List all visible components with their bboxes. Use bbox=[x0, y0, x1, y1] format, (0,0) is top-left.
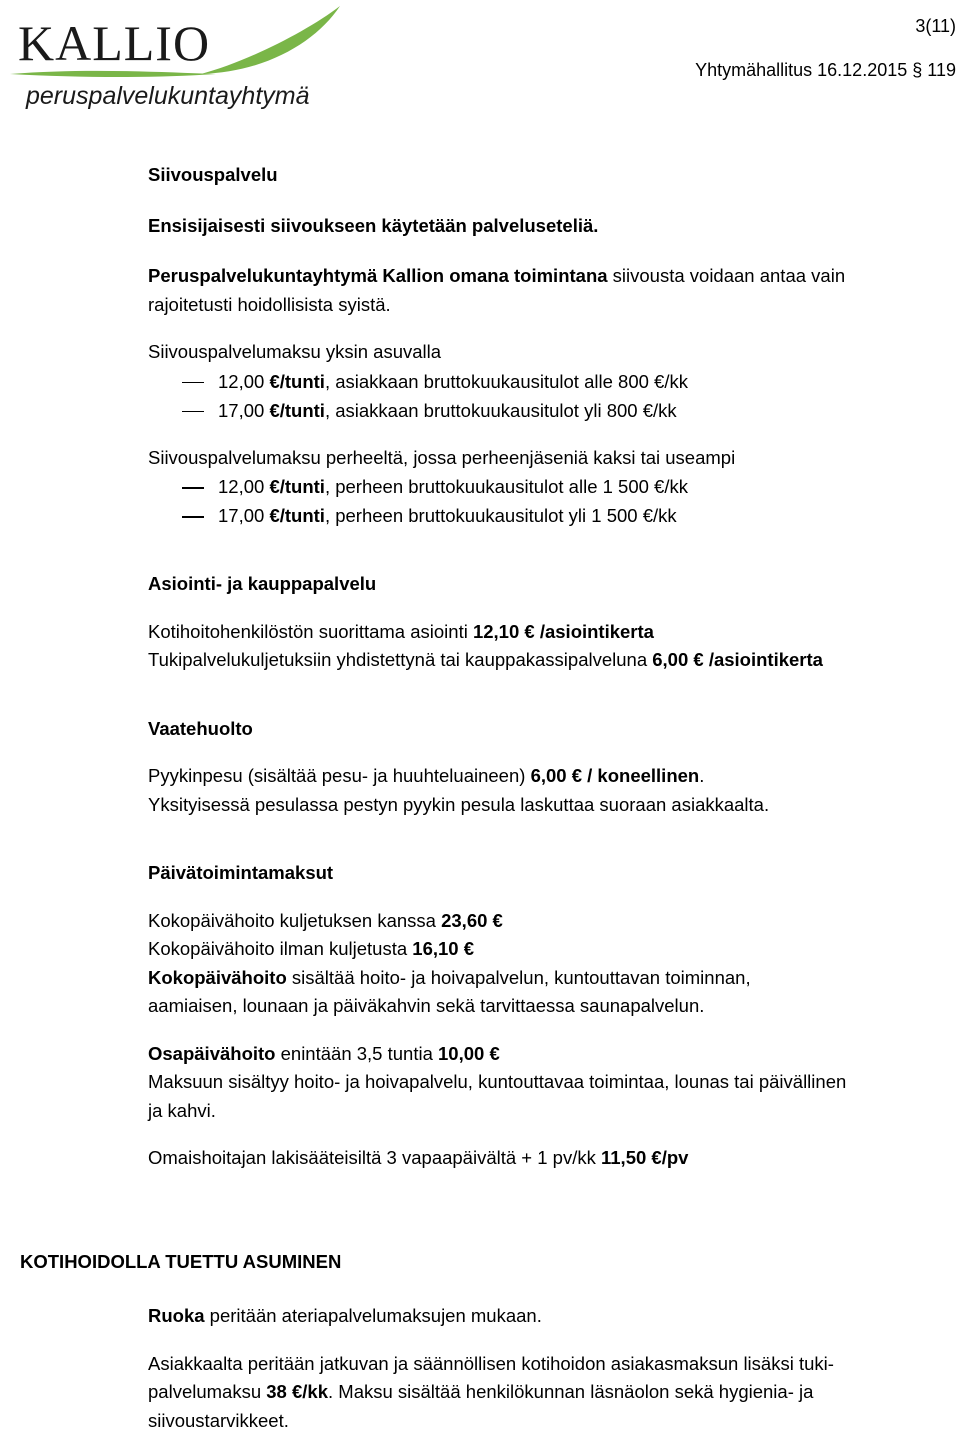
fee-price: 17,00 bbox=[218, 505, 269, 526]
asiointi-line2-price: 6,00 € /asiointikerta bbox=[652, 649, 823, 670]
support-fee-line1: Asiakkaalta peritään jatkuvan ja säännöllisen kotihoidon asiakasmaksun lisäksi tuki- bbox=[148, 1350, 958, 1379]
omaishoitaja-text: Omaishoitajan lakisääteisiltä 3 vapaapäivältä + 1 pv/kk bbox=[148, 1147, 601, 1168]
paiva-full-without bbox=[148, 935, 958, 964]
paiva-part-desc-line2: ja kahvi. bbox=[148, 1097, 958, 1126]
fee-unit: €/tunti bbox=[269, 505, 325, 526]
section-title-siivous: Siivouspalvelu bbox=[148, 161, 958, 190]
section-symbol: § bbox=[912, 60, 922, 80]
paiva-full-desc-bold: Kokopäivähoito bbox=[148, 967, 287, 988]
asuminen-content bbox=[148, 1302, 958, 1435]
support-fee-line3: siivoustarvikkeet. bbox=[148, 1407, 958, 1435]
food-bold: Ruoka bbox=[148, 1305, 205, 1326]
section-title-paiva: Päivätoimintamaksut bbox=[148, 859, 958, 888]
paiva-full-without-text: Kokopäivähoito ilman kuljetusta bbox=[148, 938, 412, 959]
omaishoitaja-line bbox=[148, 1144, 958, 1173]
page-number: 3(11) bbox=[915, 16, 956, 37]
fee-price: 12,00 bbox=[218, 371, 269, 392]
support-fee-text: palvelumaksu bbox=[148, 1381, 266, 1402]
paiva-full-desc-line2: aamiaisen, lounaan ja päiväkahvin sekä tarvittaessa saunapalvelun. bbox=[148, 992, 958, 1021]
fee-text: , asiakkaan bruttokuukausitulot yli 800 €/kk bbox=[325, 400, 677, 421]
single-fee-title: Siivouspalvelumaksu yksin asuvalla bbox=[148, 338, 958, 367]
food-line bbox=[148, 1302, 958, 1331]
paiva-part-text: enintään 3,5 tuntia bbox=[275, 1043, 438, 1064]
own-service-paragraph bbox=[148, 262, 958, 291]
section-title-asiointi: Asiointi- ja kauppapalvelu bbox=[148, 570, 958, 599]
paiva-full-with-price: 23,60 € bbox=[441, 910, 503, 931]
meeting-name: Yhtymähallitus 16.12.2015 bbox=[695, 60, 907, 80]
vaate-line2: Yksityisessä pesulassa pestyn pyykin pesula laskuttaa suoraan asiakkaalta. bbox=[148, 791, 958, 820]
vaate-line1-end: . bbox=[699, 765, 704, 786]
kallio-logo-graphic bbox=[6, 2, 346, 112]
fee-unit: €/tunti bbox=[269, 371, 325, 392]
logo-subtitle: peruspalvelukuntayhtymä bbox=[25, 82, 310, 110]
fee-text: , asiakkaan bruttokuukausitulot alle 800 €/kk bbox=[325, 371, 688, 392]
meeting-reference bbox=[695, 60, 956, 81]
support-fee-line2 bbox=[148, 1378, 958, 1407]
logo-leaf-swoosh bbox=[201, 6, 340, 74]
fee-price: 12,00 bbox=[218, 476, 269, 497]
own-service-rest: siivousta voidaan antaa vain bbox=[608, 265, 846, 286]
fee-unit: €/tunti bbox=[269, 400, 325, 421]
own-service-bold: Peruspalvelukuntayhtymä Kallion omana toimintana bbox=[148, 265, 608, 286]
family-fee-title: Siivouspalvelumaksu perheeltä, jossa perheenjäseniä kaksi tai useampi bbox=[148, 444, 958, 473]
paiva-full-without-price: 16,10 € bbox=[412, 938, 474, 959]
paiva-full-desc-rest: sisältää hoito- ja hoivapalvelun, kuntouttavan toiminnan, bbox=[287, 967, 751, 988]
paiva-part-bold: Osapäivähoito bbox=[148, 1043, 275, 1064]
fee-price: 17,00 bbox=[218, 400, 269, 421]
section-title-vaate: Vaatehuolto bbox=[148, 715, 958, 744]
family-fee-item bbox=[148, 472, 958, 501]
logo-underline-swoosh bbox=[10, 71, 216, 77]
own-service-line2: rajoitetusti hoidollisista syistä. bbox=[148, 291, 958, 320]
main-content bbox=[148, 161, 958, 1173]
vaate-line1 bbox=[148, 762, 958, 791]
section-number: 119 bbox=[927, 60, 956, 80]
logo-title: KALLIO bbox=[18, 15, 210, 71]
asiointi-line1-text: Kotihoitohenkilöstön suorittama asiointi bbox=[148, 621, 473, 642]
asiointi-line2-text: Tukipalvelukuljetuksiin yhdistettynä tai kauppakassipalveluna bbox=[148, 649, 652, 670]
single-fee-item bbox=[148, 396, 958, 425]
support-fee-price: 38 €/kk bbox=[266, 1381, 328, 1402]
paiva-full-with-text: Kokopäivähoito kuljetuksen kanssa bbox=[148, 910, 441, 931]
fee-text: , perheen bruttokuukausitulot alle 1 500 €/kk bbox=[325, 476, 688, 497]
vaate-line1-text: Pyykinpesu (sisältää pesu- ja huuhteluaineen) bbox=[148, 765, 531, 786]
support-fee-rest: . Maksu sisältää henkilökunnan läsnäolon sekä hygienia- ja bbox=[328, 1381, 813, 1402]
asiointi-line2 bbox=[148, 646, 958, 675]
food-rest: peritään ateriapalvelumaksujen mukaan. bbox=[205, 1305, 542, 1326]
asiointi-line1 bbox=[148, 618, 958, 647]
vaate-line1-price: 6,00 € / koneellinen bbox=[531, 765, 700, 786]
fee-text: , perheen bruttokuukausitulot yli 1 500 €/kk bbox=[325, 505, 677, 526]
paiva-full-desc bbox=[148, 964, 958, 993]
voucher-statement: Ensisijaisesti siivoukseen käytetään palveluseteliä. bbox=[148, 212, 958, 241]
asiointi-line1-price: 12,10 € /asiointikerta bbox=[473, 621, 654, 642]
paiva-part-price: 10,00 € bbox=[438, 1043, 500, 1064]
kallio-logo bbox=[6, 2, 346, 112]
fee-unit: €/tunti bbox=[269, 476, 325, 497]
paiva-part-desc-line1: Maksuun sisältyy hoito- ja hoivapalvelu, kuntouttavaa toimintaa, lounas tai päivällinen bbox=[148, 1068, 958, 1097]
section-title-asuminen: KOTIHOIDOLLA TUETTU ASUMINEN bbox=[20, 1248, 341, 1277]
single-fee-item bbox=[148, 367, 958, 396]
paiva-part bbox=[148, 1040, 958, 1069]
omaishoitaja-price: 11,50 €/pv bbox=[601, 1147, 688, 1168]
family-fee-item bbox=[148, 501, 958, 530]
paiva-full-with bbox=[148, 907, 958, 936]
